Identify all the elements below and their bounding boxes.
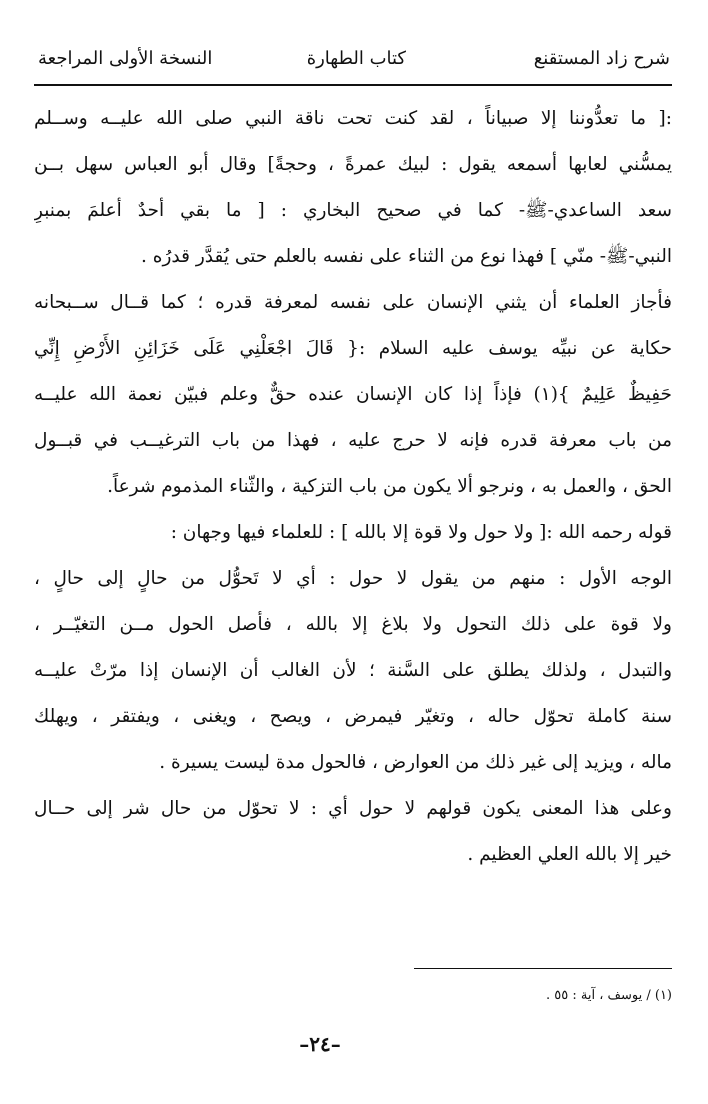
edition-label: النسخة الأولى المراجعة: [38, 48, 213, 69]
page-number: –٢٤–: [299, 1032, 341, 1056]
text-line: والتبدل ، ولذلك يطلق على السَّنة ؛ لأن الغالب أن الإنسان إذا مرّتْ عليــه: [34, 660, 672, 681]
running-header: [34, 44, 672, 86]
text-line: الحق ، والعمل به ، ونرجو ألا يكون من باب التزكية ، والثّناء المذموم شرعاً.: [107, 476, 672, 497]
text-line: :[ ما تعدُّوننا إلا صبياناً ، لقد كنت تحت ناقة النبي صلى الله عليــه وســلم: [34, 108, 672, 129]
body-text: [34, 96, 672, 878]
text-line: من باب معرفة قدره فإنه لا حرج عليه ، فهذا من باب الترغيــب في قبــول: [34, 430, 672, 451]
footnote: (١) / يوسف ، آية : ٥٥ .: [545, 988, 672, 1003]
text-line: خير إلا بالله العلي العظيم .: [467, 844, 672, 865]
text-line: فأجاز العلماء أن يثني الإنسان على نفسه لمعرفة قدره ؛ كما قــال ســبحانه: [34, 292, 672, 313]
text-line: سعد الساعدي-ﷺ- كما في صحيح البخاري : [ ما بقي أحدٌ أعلمَ بمنبرِ: [34, 200, 672, 221]
chapter-title: كتاب الطهارة: [306, 48, 406, 69]
book-title: شرح زاد المستقنع: [533, 48, 670, 69]
text-line: النبي-ﷺ- منّي ] فهذا نوع من الثناء على نفسه بالعلم حتى يُقدَّر قدرُه .: [141, 246, 672, 267]
text-line: ماله ، ويزيد إلى غير ذلك من العوارض ، فالحول مدة ليست يسيرة .: [159, 752, 672, 773]
text-line: حكاية عن نبيِّه يوسف عليه السلام :{ قَالَ اجْعَلْنِي عَلَى خَزَائِنِ الأَرْضِ إِنِّي: [34, 338, 672, 359]
text-line: حَفِيظٌ عَلِيمٌ }(١) فإذاً إذا كان الإنسان عنده حقٌّ وعلم فبيّن نعمة الله عليــه: [34, 384, 672, 405]
text-line: ولا قوة على ذلك التحول ولا بلاغ إلا بالله ، فأصل الحول مــن التغيّــر ،: [34, 614, 672, 635]
text-line: سنة كاملة تحوّل حاله ، وتغيّر فيمرض ، ويصح ، ويغنى ، ويفتقر ، ويهلك: [34, 706, 672, 727]
text-line: قوله رحمه الله :[ ولا حول ولا قوة إلا بالله ] : للعلماء فيها وجهان :: [170, 522, 672, 543]
text-line: الوجه الأول : منهم من يقول لا حول : أي لا تَحوُّل من حالٍ إلى حالٍ ،: [34, 568, 672, 589]
footnote-divider: [414, 968, 672, 969]
text-line: وعلى هذا المعنى يكون قولهم لا حول أي : لا تحوّل من حال شر إلى حــال: [34, 798, 672, 819]
text-line: يمسُّني لعابها أسمعه يقول : لبيك عمرةً ، وحجةً] وقال أبو العباس سهل بــن: [34, 154, 672, 175]
